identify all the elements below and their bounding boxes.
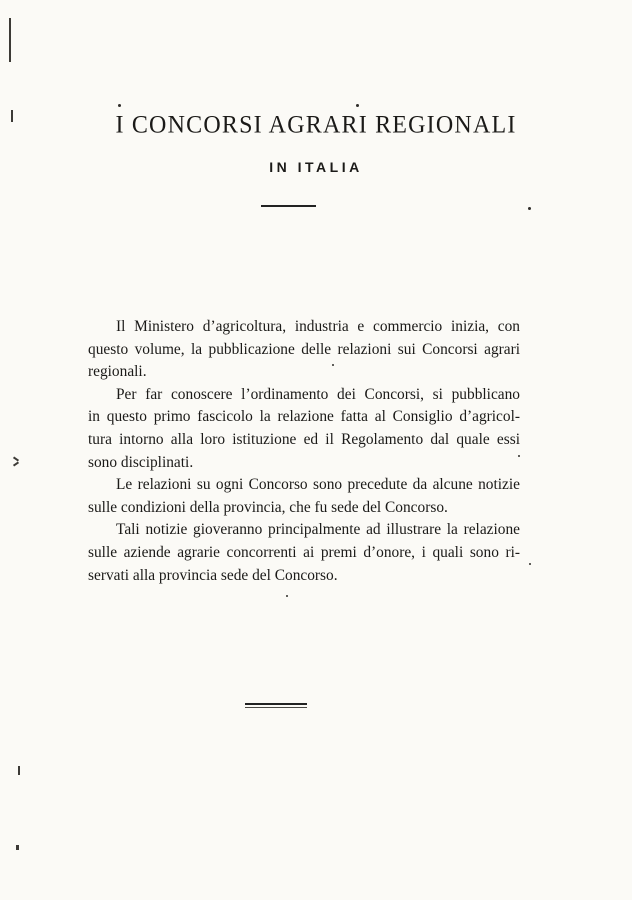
paragraph: [88, 474, 520, 519]
text-line: in questo primo fascicolo la relazione fatta al Consiglio d’agricol-: [88, 408, 520, 426]
page-edge-mark: [13, 456, 19, 461]
ink-speck: [118, 104, 121, 107]
page-title: I CONCORSI AGRARI REGIONALI: [115, 111, 517, 139]
text-line: regionali.: [88, 363, 147, 381]
page-edge-mark: [9, 18, 11, 62]
text-line: Per far conoscere l’ordinamento dei Concorsi, si pubblicano: [116, 385, 520, 403]
text-line: sulle condizioni della provincia, che fu sede del Concorso.: [88, 498, 448, 516]
title-divider: [261, 205, 316, 207]
text-line: sulle aziende agrarie concorrenti ai premi d’onore, i quali sono ri-: [88, 543, 520, 561]
text-line: Le relazioni su ogni Concorso sono precedute da alcune notizie: [116, 476, 520, 494]
ink-speck: [528, 207, 531, 210]
ink-speck: [356, 104, 359, 107]
text-line: questo volume, la pubblicazione delle relazioni sui Concorsi agrari: [88, 340, 520, 358]
text-line: tura intorno alla loro istituzione ed il Regolamento dal quale essi: [88, 430, 520, 448]
ink-speck: [529, 563, 531, 565]
page-edge-mark: [13, 461, 19, 466]
body-text: [88, 316, 520, 587]
closing-divider: [245, 703, 307, 705]
paragraph: [88, 316, 520, 384]
text-line: Tali notizie gioveranno principalmente ad illustrare la relazione: [116, 521, 520, 539]
ink-speck: [286, 595, 288, 597]
page-edge-mark: [18, 766, 20, 775]
text-line: sono disciplinati.: [88, 453, 194, 471]
paragraph: [88, 384, 520, 474]
page-subtitle: IN ITALIA: [269, 159, 363, 175]
text-line: servati alla provincia sede del Concorso.: [88, 566, 338, 584]
text-line: Il Ministero d’agricoltura, industria e commercio inizia, con: [116, 318, 520, 335]
paragraph: [88, 519, 520, 587]
page-edge-mark: [16, 845, 19, 850]
closing-divider-secondary: [245, 707, 307, 708]
